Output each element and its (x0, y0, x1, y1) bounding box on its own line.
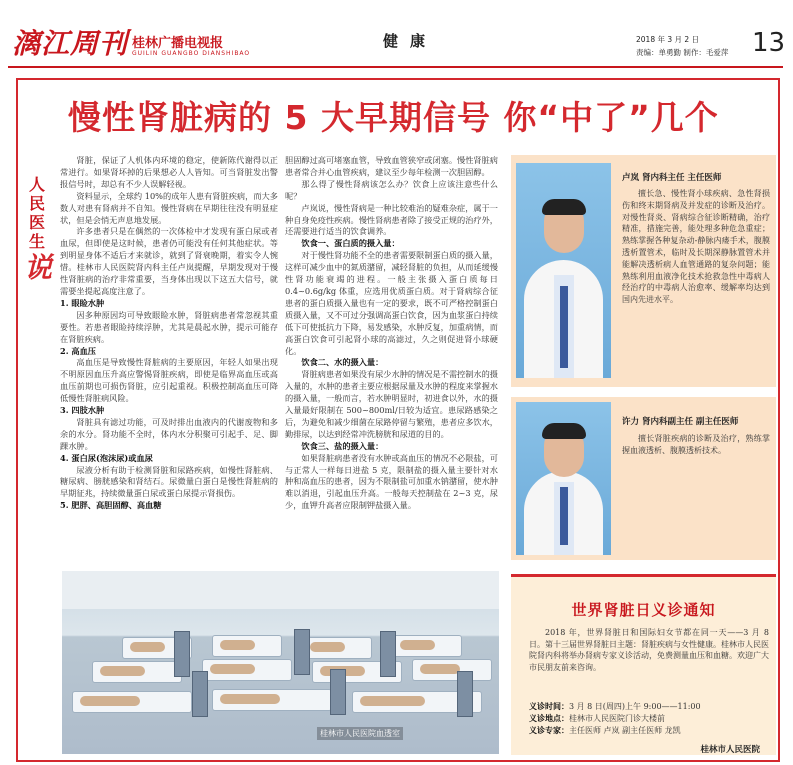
section-heading: 2. 高血压 (60, 345, 96, 356)
notice-place (529, 713, 665, 724)
column-label-char: 说 (24, 251, 53, 284)
masthead-divider (8, 66, 783, 68)
notice-body: 2018 年，世界肾脏日和国际妇女节都在同一天——3 月 8 日。第十三届世界肾脏日主题：肾脏疾病与女性健康。桂林市人民医院肾内科将举办肾病专家义诊活动，免费测量血压和血糖。欢迎广大市民朋友前来咨询。 (529, 628, 769, 672)
doctor-portrait (516, 402, 611, 555)
section-title: 健康 (383, 32, 438, 50)
notice-experts (529, 725, 681, 736)
section-heading: 4. 蛋白尿(泡沫尿)或血尿 (60, 452, 153, 463)
paragraph: 对于慢性肾功能不全的患者需要限制蛋白质的摄入量，这样可减少血中的氮质潴留，减轻肾脏的负担，从而延缓慢性肾功能衰竭的进程。一般主张摄入蛋白质每日 0.4~0.6g/kg 体重，应选用优质蛋白质。对于肾病综合征患者的蛋白质摄入量也有一定的要求，既不可严格控制蛋白质摄入量，又不可过分强调高蛋白饮食，因为血浆蛋白持续低下可使抵抗力下降，易发感染，水肿反复，加重病情，而高蛋白饮食可引起肾小球的高滤过，久之则促进肾小球硬化。 (285, 250, 498, 356)
newspaper-subtitle: 桂林广播电视报 (132, 36, 224, 51)
paragraph: 如果肾脏病患者没有水肿或高血压的情况不必限盐，可与正常人一样每日进盐 5 克，限制盐的摄入量主要针对水肿和高血压的患者，因为不限制盐可加重水钠潴留，使水肿难以消退，引起血压升高。一般每天控制盐在 2~3 克，尿少，血钾升高者应限制钾盐摄入量。 (285, 452, 498, 511)
notice-time-value: 3 月 8 日(周四)上午 9:00——11:00 (569, 702, 701, 711)
article-headline: 慢性肾脏病的 5 大早期信号 你“中了”几个 (68, 98, 719, 137)
clinic-notice (511, 574, 776, 755)
doctor-portrait (516, 163, 611, 378)
notice-time (529, 701, 701, 712)
section-heading: 饮食二、水的摄入量： (301, 357, 384, 368)
notice-place-value: 桂林市人民医院门诊大楼前 (569, 714, 665, 723)
paragraph: 尿液分析有助于检测肾脏和尿路疾病，如慢性肾脏病、糖尿病、膀胱感染和肾结石。尿微量白蛋白是慢性肾脏病的早期征兆，持续微量蛋白尿或蛋白尿提示肾损伤。 (60, 464, 278, 499)
notice-title: 世界肾脏日义诊通知 (571, 601, 716, 619)
article-column-1 (60, 155, 278, 569)
doctor-name-title: 许力 肾内科副主任 副主任医师 (622, 417, 739, 427)
dialysis-room-photo (62, 571, 499, 754)
doctor-description: 擅长急、慢性肾小球疾病、急性肾损伤和终末期肾病及并发症的诊断及治疗。对慢性肾炎、肾病综合征诊断精确，治疗精准，措施完善，能处理多种危急重症；熟练掌握各种复杂动-静脉内瘘手术，腹膜透析置管术，临时及长期深静脉置管术并能解决透析病人血管通路的复杂问题；能熟练利用血液净化技术抢救急性中毒病人经治疗的中毒病人治愈率、缓解率均达到国内先进水平。 (622, 189, 770, 305)
section-heading: 饮食一、蛋白质的摄入量： (301, 238, 400, 249)
doctor-profile-2 (511, 397, 776, 560)
paragraph: 因多种原因均可导致眼睑水肿，肾脏病患者常忽视其重要性。若患者眼睑持续浮肿，尤其是晨起水肿，提示可能存在肾脏疾病。 (60, 309, 278, 344)
column-label-char: 生 (28, 232, 45, 251)
photo-caption: 桂林市人民医院血透室 (317, 727, 403, 740)
section-heading: 1. 眼睑水肿 (60, 297, 105, 308)
notice-experts-label: 义诊专家： (529, 726, 569, 735)
paragraph: 肾脏，保证了人机体内环境的稳定，使新陈代谢得以正常进行。如果肾坏掉的后果想必人人皆知。可当肾脏发出警报信号时，却总有不少人误解轻视。 (60, 155, 278, 189)
section-heading: 5. 肥胖、高胆固醇、高血糖 (60, 500, 162, 511)
paragraph: 卢岚说，慢性肾病是一种比较难治的疑难杂症，属于一种自身免疫性疾病。慢性肾病患者除了接受正规的治疗外，还需要进行适当的饮食调养。 (285, 202, 498, 237)
doctor-profile-1 (511, 155, 776, 387)
editor-credits: 责编：单勇勤 制作：毛爱萍 (636, 48, 729, 57)
paragraph: 许多患者只是在偶然的一次体检中才发现有蛋白尿或者血尿，但即使是这时候，患者仍可能没有任何其他症状。等到明显身体不适后才来就诊，就到了肾衰晚期，着实令人惋惜。桂林市人民医院肾内科主任卢岚提醒，早期发现对于慢性肾脏病的治疗非常重要，当身体出现以下这五大信号，就需要坐提起高度注意了。 (60, 226, 278, 296)
newspaper-logo: 漓江周刊 (12, 27, 129, 60)
issue-date: 2018 年 3 月 2 日 (636, 35, 700, 44)
column-label-char: 医 (28, 213, 45, 232)
paragraph: 高血压是导致慢性肾脏病的主要原因，年轻人如果出现不明原因血压升高应警惕肾脏疾病，即使是临界高血压或高血压前期也可损伤肾脏，应引起重视。积极控制高血压可降低慢性肾脏病风险。 (60, 357, 278, 404)
masthead (0, 0, 793, 70)
notice-organizer: 桂林市人民医院 (700, 745, 760, 755)
paragraph: 资料显示，全球约 10%的成年人患有肾脏疾病，而大多数人对患有肾病并不自知。慢性肾病在早期往往没有明显症状，但是会悄无声息地发展。 (60, 190, 278, 225)
doctor-description: 擅长肾脏疾病的诊断及治疗，熟练掌握血液透析、腹膜透析技术。 (622, 434, 770, 455)
page-number: 13 (752, 28, 786, 58)
notice-experts-value: 主任医师 卢岚 副主任医师 龙凯 (569, 726, 681, 735)
article-column-2 (285, 155, 498, 569)
paragraph: 肾脏病患者如果没有尿少水肿的情况是不需控制水的摄入量的，水肿的患者主要应根据尿量及水肿的程度来掌握水的摄入量，一般而言，若水肿明显时，初进食以外，水的摄入量最好限制在 500~800ml/日较为适宜。患尿路感染之后，为避免和减少细菌在尿路停留与繁殖，患者应多饮水，勤排尿，以达到经常冲洗膀胱和尿道的目的。 (285, 369, 498, 439)
column-label (24, 175, 53, 285)
column-label-char: 民 (28, 194, 45, 213)
notice-time-label: 义诊时间： (529, 702, 569, 711)
paragraph: 肾脏具有滤过功能，可及时排出血液内的代谢废物和多余的水分。肾功能不全时，体内水分积聚可引起手、足、脚踝水肿。 (60, 416, 278, 451)
column-label-char: 人 (28, 175, 45, 194)
notice-place-label: 义诊地点： (529, 714, 569, 723)
section-heading: 饮食三、盐的摄入量： (301, 440, 384, 451)
newspaper-subtitle-en: GUILIN GUANGBO DIANSHIBAO (132, 50, 251, 57)
paragraph: 胆固醇过高可堵塞血管，导致血管狭窄或闭塞。慢性肾脏病患者常合并心血管疾病，建议至少每年检测一次胆固醇。 (285, 155, 498, 177)
section-heading: 3. 四肢水肿 (60, 405, 105, 416)
doctor-name-title: 卢岚 肾内科主任 主任医师 (622, 173, 722, 183)
paragraph: 那么得了慢性肾病该怎么办？饮食上应该注意些什么呢？ (285, 178, 498, 201)
